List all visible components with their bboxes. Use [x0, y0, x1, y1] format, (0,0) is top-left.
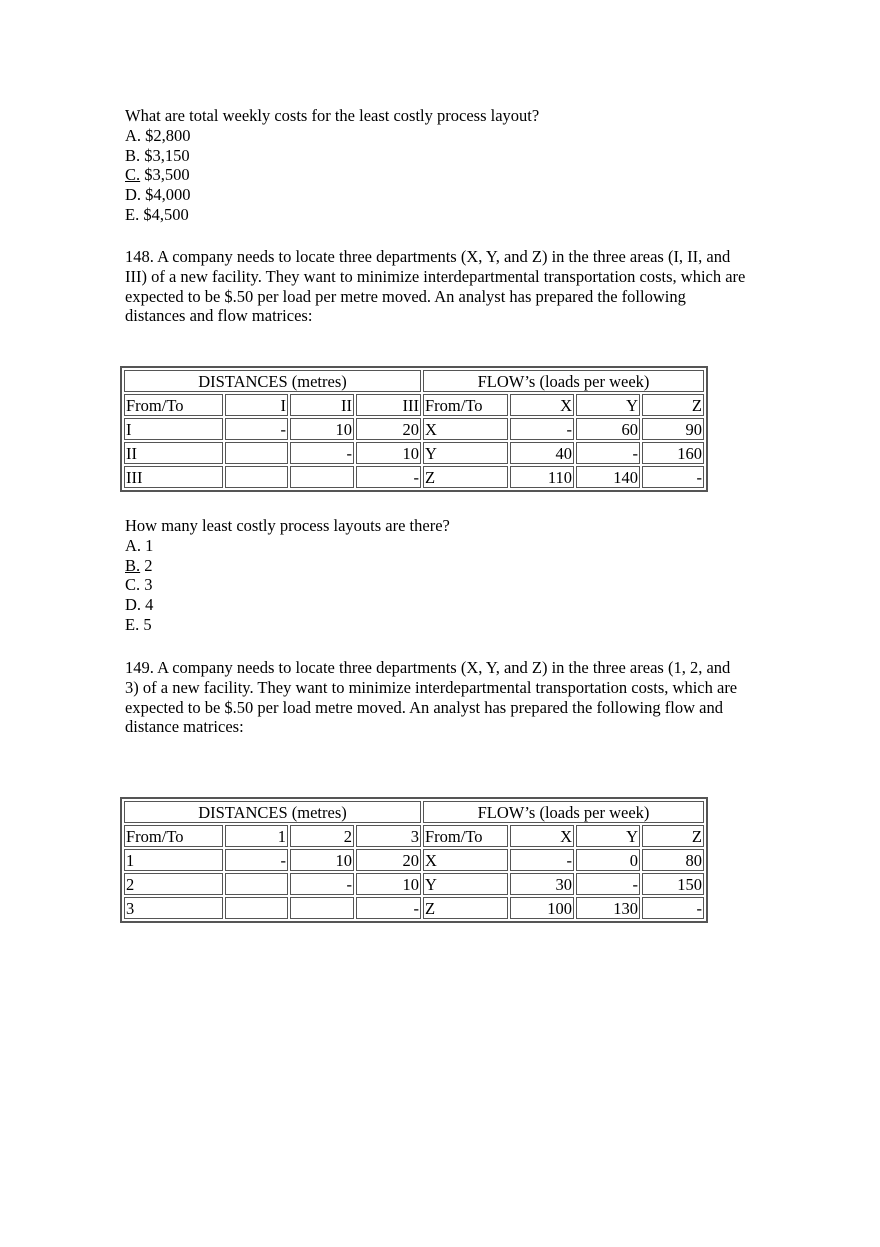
- header-cell: X: [510, 394, 574, 416]
- header-cell: II: [290, 394, 354, 416]
- header-cell: Y: [576, 394, 640, 416]
- table-cell: 140: [576, 466, 640, 488]
- header-cell: Z: [642, 394, 704, 416]
- table-cell: 150: [642, 873, 704, 895]
- table-cell: 100: [510, 897, 574, 919]
- header-cell: Z: [642, 825, 704, 847]
- q148-answers: [125, 516, 785, 635]
- q147-option-c-answer: C. $3,500: [125, 165, 190, 185]
- row-label: X: [423, 849, 508, 871]
- table-cell: 130: [576, 897, 640, 919]
- table-cell: -: [510, 418, 574, 440]
- table-cell: 10: [356, 873, 421, 895]
- q148-option-e: E. 5: [125, 614, 152, 634]
- q148-stem: [125, 247, 785, 326]
- header-cell: X: [510, 825, 574, 847]
- q149-line-4: distance matrices:: [125, 717, 244, 737]
- row-label: 1: [124, 849, 223, 871]
- q148-option-c: C. 3: [125, 575, 153, 595]
- answer-mark: C.: [125, 165, 141, 185]
- row-label: X: [423, 418, 508, 440]
- table-header-row: [124, 825, 704, 847]
- q149-matrix-table: [120, 797, 708, 923]
- table-row: [124, 849, 704, 871]
- table-cell: 160: [642, 442, 704, 464]
- row-label: III: [124, 466, 223, 488]
- table-title-row: [124, 370, 704, 392]
- q148-option-d: D. 4: [125, 595, 154, 615]
- table-cell: -: [642, 466, 704, 488]
- q147-question: What are total weekly costs for the least costly process layout?: [125, 106, 540, 125]
- table-cell: [225, 442, 288, 464]
- header-cell: From/To: [124, 825, 223, 847]
- table-row: [124, 873, 704, 895]
- table-cell: -: [290, 442, 354, 464]
- table-cell: -: [642, 897, 704, 919]
- table-cell: [290, 466, 354, 488]
- table-cell: 10: [356, 442, 421, 464]
- table-row: [124, 418, 704, 440]
- table-row: [124, 466, 704, 488]
- q149-stem: [125, 658, 785, 737]
- q148-line-1: 148. A company needs to locate three departments (X, Y, and Z) in the three areas (I, II, and: [125, 247, 731, 266]
- flow-title: FLOW’s (loads per week): [423, 801, 704, 823]
- table-row: [124, 897, 704, 919]
- row-label: II: [124, 442, 223, 464]
- distances-title: DISTANCES (metres): [124, 370, 421, 392]
- row-label: Z: [423, 466, 508, 488]
- q148-option-a: A. 1: [125, 535, 154, 555]
- distances-title: DISTANCES (metres): [124, 801, 421, 823]
- table-cell: -: [356, 466, 421, 488]
- row-label: 2: [124, 873, 223, 895]
- table-cell: 10: [290, 849, 354, 871]
- table-header-row: [124, 394, 704, 416]
- table-cell: 40: [510, 442, 574, 464]
- table-cell: [225, 466, 288, 488]
- q147-block: [125, 106, 785, 225]
- q148-option-b-answer: B. 2: [125, 555, 153, 575]
- table-cell: [225, 873, 288, 895]
- q149-line-1: 149. A company needs to locate three departments (X, Y, and Z) in the three areas (1, 2, and: [125, 658, 731, 677]
- table-cell: -: [576, 442, 640, 464]
- header-cell: From/To: [423, 394, 508, 416]
- row-label: Y: [423, 442, 508, 464]
- q147-option-d: D. $4,000: [125, 185, 191, 205]
- header-cell: I: [225, 394, 288, 416]
- table-cell: 60: [576, 418, 640, 440]
- q147-option-e: E. $4,500: [125, 204, 189, 224]
- header-cell: 1: [225, 825, 288, 847]
- table-cell: 20: [356, 418, 421, 440]
- table-cell: 90: [642, 418, 704, 440]
- q148-line-4: distances and flow matrices:: [125, 306, 313, 326]
- header-cell: From/To: [423, 825, 508, 847]
- header-cell: 3: [356, 825, 421, 847]
- row-label: 3: [124, 897, 223, 919]
- answer-mark: B.: [125, 555, 141, 575]
- q149-line-3: expected to be $.50 per load metre moved. An analyst has prepared the following flow and: [125, 697, 723, 717]
- table-cell: -: [576, 873, 640, 895]
- table-cell: -: [356, 897, 421, 919]
- table-cell: -: [225, 418, 288, 440]
- table-cell: 0: [576, 849, 640, 871]
- q148-question: How many least costly process layouts are there?: [125, 516, 450, 535]
- row-label: Y: [423, 873, 508, 895]
- header-cell: III: [356, 394, 421, 416]
- table-cell: 110: [510, 466, 574, 488]
- table-title-row: [124, 801, 704, 823]
- table-cell: [290, 897, 354, 919]
- q147-option-b: B. $3,150: [125, 145, 190, 165]
- table-cell: 20: [356, 849, 421, 871]
- table-cell: -: [290, 873, 354, 895]
- table-cell: -: [510, 849, 574, 871]
- header-cell: 2: [290, 825, 354, 847]
- flow-title: FLOW’s (loads per week): [423, 370, 704, 392]
- table-cell: 30: [510, 873, 574, 895]
- table-cell: 80: [642, 849, 704, 871]
- row-label: Z: [423, 897, 508, 919]
- table-row: [124, 442, 704, 464]
- q148-line-3: expected to be $.50 per load per metre moved. An analyst has prepared the following: [125, 286, 686, 306]
- q148-matrix-table: [120, 366, 708, 492]
- table-cell: [225, 897, 288, 919]
- header-cell: From/To: [124, 394, 223, 416]
- header-cell: Y: [576, 825, 640, 847]
- table-cell: -: [225, 849, 288, 871]
- table-cell: 10: [290, 418, 354, 440]
- row-label: I: [124, 418, 223, 440]
- q147-option-a: A. $2,800: [125, 125, 191, 145]
- q149-line-2: 3) of a new facility. They want to minimize interdepartmental transportation costs, which are: [125, 677, 738, 697]
- q148-line-2: III) of a new facility. They want to minimize interdepartmental transportation costs, which are: [125, 266, 746, 286]
